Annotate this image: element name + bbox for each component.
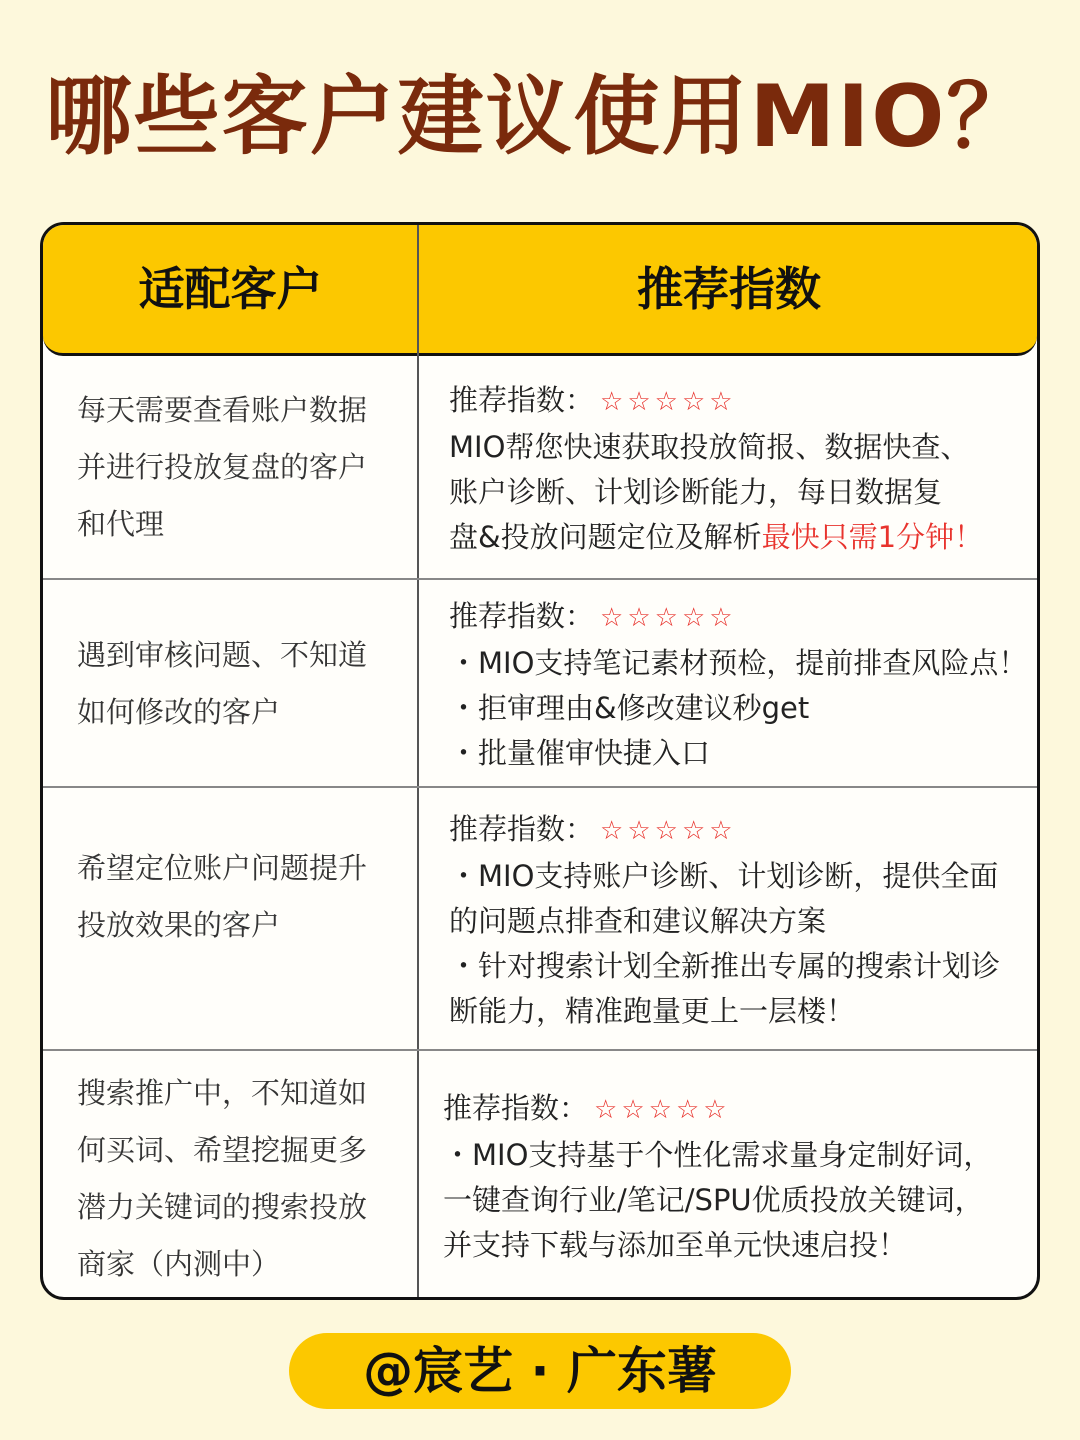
column-header-customer: 适配客户 [138, 262, 323, 316]
customer-cell: 搜索推广中，不知道如 何买词、希望挖掘更多 潜力关键词的搜索投放 商家（内测中） [77, 1076, 368, 1281]
rating-label: 推荐指数： [443, 1091, 589, 1125]
customer-cell: 希望定位账户问题提升 投放效果的客户 [77, 851, 368, 942]
star-rating-icon: ☆☆☆☆☆ [600, 603, 737, 633]
table-row [43, 356, 1037, 580]
recommendation-table [40, 222, 1040, 1300]
rating-cell: 推荐指数： ☆☆☆☆☆ ・MIO支持账户诊断、计划诊断，提供全面 的问题点排查和建议解决方案 ・针对搜索计划全新推出专属的搜索计划诊 断能力，精准跑量更上一层楼！ [449, 812, 1001, 1028]
rating-cell: 推荐指数： ☆☆☆☆☆ MIO帮您快速获取投放简报、数据快查、 账户诊断、计划诊断能力，每日数据复 盘&投放问题定位及解析最快只需1分钟！ [449, 383, 984, 554]
rating-label: 推荐指数： [449, 599, 595, 633]
table-row [43, 788, 1037, 1051]
table-header [43, 225, 1037, 356]
customer-cell: 每天需要查看账户数据 并进行投放复盘的客户 和代理 [77, 393, 368, 541]
table-row [43, 580, 1037, 788]
rating-label: 推荐指数： [449, 383, 595, 417]
star-rating-icon: ☆☆☆☆☆ [600, 387, 737, 417]
rating-cell: 推荐指数： ☆☆☆☆☆ ・MIO支持笔记素材预检，提前排查风险点！ ・拒审理由&修改建议秒get ・批量催审快捷入口 [449, 599, 1028, 770]
table-row [43, 1051, 1037, 1300]
rating-cell: 推荐指数： ☆☆☆☆☆ ・MIO支持基于个性化需求量身定制好词， 一键查询行业/笔记/SPU优质投放关键词， 并支持下载与添加至单元快速启投！ [443, 1091, 993, 1262]
customer-cell: 遇到审核问题、不知道 如何修改的客户 [77, 638, 368, 729]
page-title: 哪些客户建议使用MIO？ [45, 67, 1035, 167]
author-badge: @宸艺 · 广东薯 [289, 1333, 791, 1409]
column-header-rating: 推荐指数 [637, 262, 821, 316]
star-rating-icon: ☆☆☆☆☆ [600, 816, 737, 846]
star-rating-icon: ☆☆☆☆☆ [594, 1095, 731, 1125]
rating-label: 推荐指数： [449, 812, 595, 846]
highlight-text: 最快只需1分钟！ [761, 520, 984, 554]
